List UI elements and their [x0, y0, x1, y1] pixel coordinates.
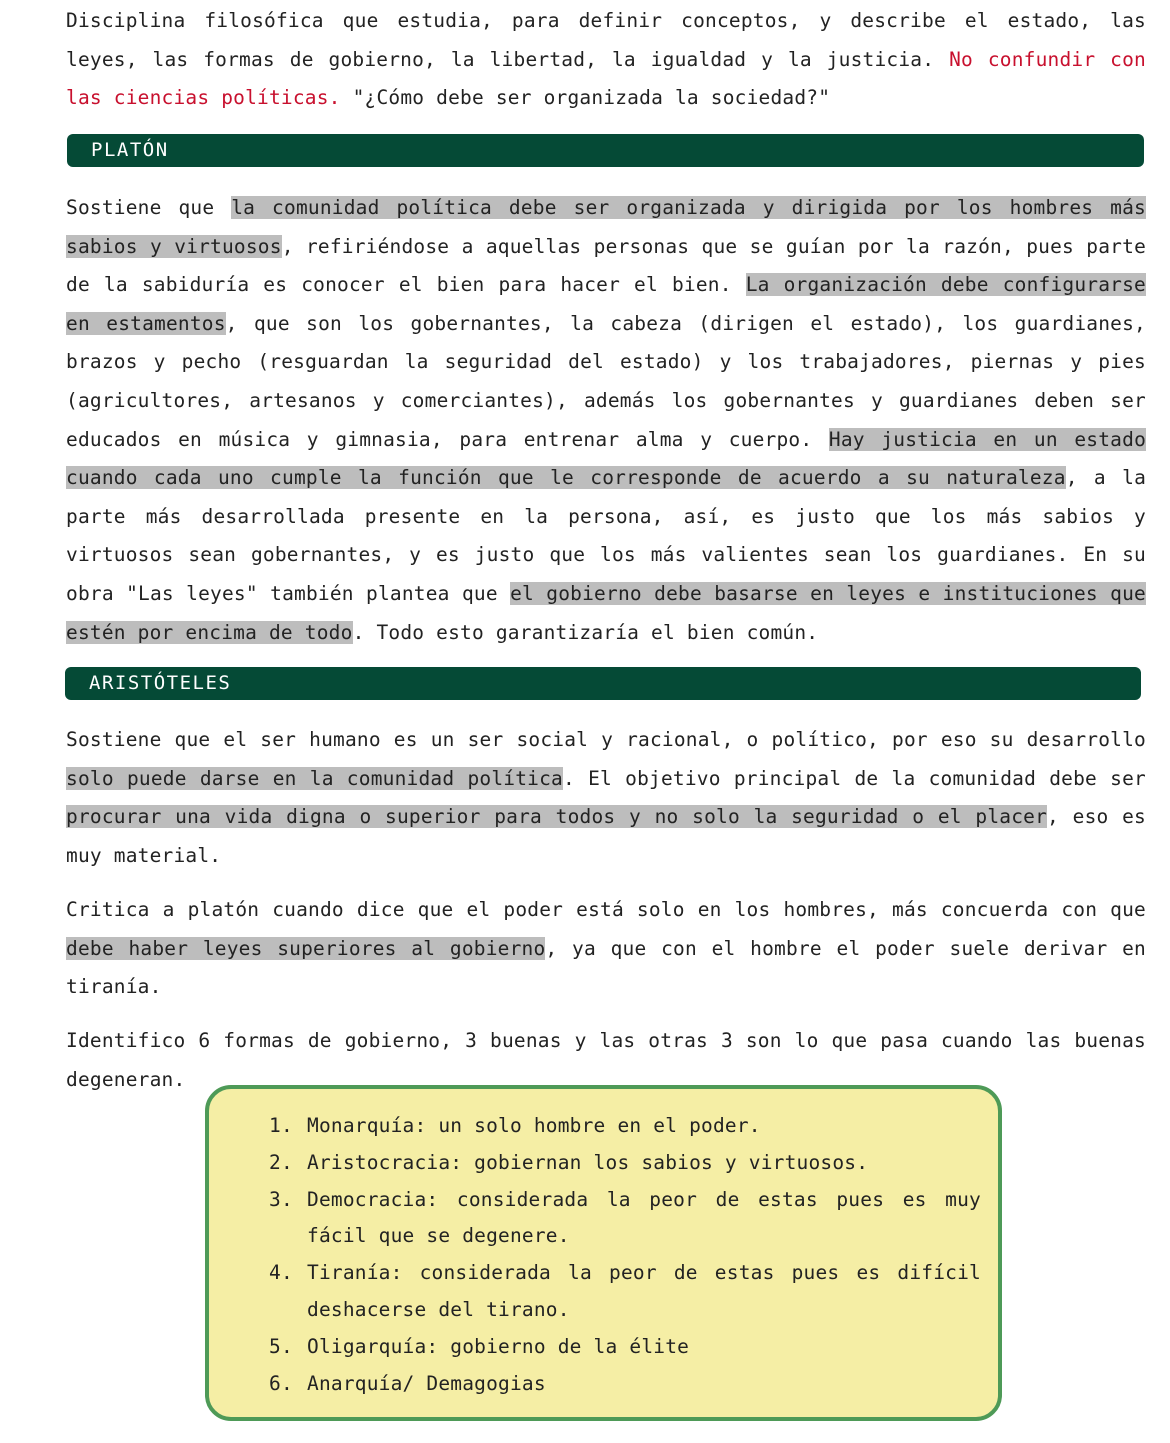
- list-item-number: 3.: [269, 1187, 293, 1211]
- list-item: [269, 1108, 981, 1145]
- list-item: [269, 1145, 981, 1182]
- aristoteles-p2-text-a: Critica a platón cuando dice que el poder está solo en los hombres, más concuerda con que: [66, 898, 1146, 921]
- list-item-number: 4.: [269, 1261, 293, 1285]
- aristoteles-p1-text-a: Sostiene que el ser humano es un ser social y racional, o político, por eso su desarrollo: [66, 728, 1146, 751]
- platon-highlight-2: La organización debe configurarse en estamentos: [66, 273, 1146, 335]
- intro-text: Disciplina filosófica que estudia, para definir conceptos, y describe el estado, las leyes, las formas de gobierno, la libertad, la igualdad y la justicia.: [66, 9, 1146, 71]
- platon-text-3: , que son los gobernantes, la cabeza (dirigen el estado), los guardianes, brazos y pecho (resguardan la seguridad del estado) y los trabajadores, piernas y pies (agricultores, artesanos y comerciantes), además los gobernantes y guardianes deben ser educados en música y gimnasia, para entrenar alma y cuerpo.: [66, 311, 1146, 451]
- aristoteles-paragraph-3: Identifico 6 formas de gobierno, 3 buenas y las otras 3 son lo que pasa cuando las buenas degeneran.: [66, 1029, 1146, 1091]
- list-item: [269, 1182, 981, 1256]
- forms-of-government-list: [269, 1108, 981, 1402]
- intro-warning: No confundir con las ciencias políticas.: [66, 47, 1146, 110]
- aristoteles-p1-highlight-1: solo puede darse en la comunidad política: [66, 766, 563, 790]
- intro-paragraph: [66, 2, 1146, 118]
- list-item-text: Tiranía: considerada la peor de estas pues es difícil deshacerse del tirano.: [307, 1261, 981, 1321]
- aristoteles-p1-text-b: . El objetivo principal de la comunidad debe ser: [562, 766, 1146, 790]
- platon-text-4: , a la parte más desarrollada presente en la persona, así, es justo que los más sabios y virtuosos sean gobernantes, y es justo que los más valientes sean los guardianes. En su obra "Las leyes" también plantea que: [66, 466, 1147, 605]
- list-item: [269, 1255, 981, 1329]
- list-item-text: Monarquía: un solo hombre en el poder.: [307, 1114, 761, 1137]
- platon-text-5: . Todo esto garantizaría el bien común.: [352, 620, 819, 644]
- intro-question: "¿Cómo debe ser organizada la sociedad?": [340, 86, 831, 110]
- list-item: [269, 1366, 981, 1403]
- aristoteles-p2-text-b: , ya que con el hombre el poder suele derivar en tiranía.: [66, 936, 1146, 999]
- list-item-text: Anarquía/ Demagogias: [307, 1371, 546, 1395]
- list-item-number: 2.: [269, 1150, 293, 1174]
- list-item-text: Oligarquía: gobierno de la élite: [307, 1334, 690, 1358]
- platon-paragraph: [66, 189, 1146, 652]
- forms-of-government-box: [205, 1085, 1002, 1421]
- platon-text-1: Sostiene que: [66, 196, 232, 219]
- platon-text-2: , refiriéndose a aquellas personas que se guían por la razón, pues parte de la sabiduría es conocer el bien para hacer el bien.: [66, 234, 1147, 297]
- platon-highlight-4: el gobierno debe basarse en leyes e instituciones que estén por encima de todo: [66, 581, 1146, 644]
- section-header-aristoteles: ARISTÓTELES: [65, 667, 1141, 700]
- list-item-number: 6.: [269, 1371, 293, 1395]
- platon-highlight-1: la comunidad política debe ser organizada y dirigida por los hombres más sabios y virtuosos: [66, 196, 1146, 258]
- list-item-number: 1.: [269, 1114, 293, 1137]
- list-item: [269, 1329, 981, 1366]
- aristoteles-paragraph-2: [66, 891, 1146, 1007]
- platon-highlight-3: Hay justicia en un estado cuando cada uno cumple la función que le corresponde de acuerdo a su naturaleza: [66, 427, 1147, 490]
- section-header-platon: PLATÓN: [67, 134, 1144, 167]
- aristoteles-p1-text-c: , eso es muy material.: [66, 805, 1146, 867]
- list-item-number: 5.: [269, 1334, 293, 1358]
- aristoteles-p1-highlight-2: procurar una vida digna o superior para todos y no solo la seguridad o el placer: [66, 805, 1048, 829]
- list-item-text: Democracia: considerada la peor de estas pues es muy fácil que se degenere.: [307, 1187, 981, 1248]
- aristoteles-paragraph-1: [66, 721, 1146, 875]
- aristoteles-p2-highlight-1: debe haber leyes superiores al gobierno: [66, 936, 546, 960]
- list-item-text: Aristocracia: gobiernan los sabios y virtuosos.: [307, 1150, 869, 1174]
